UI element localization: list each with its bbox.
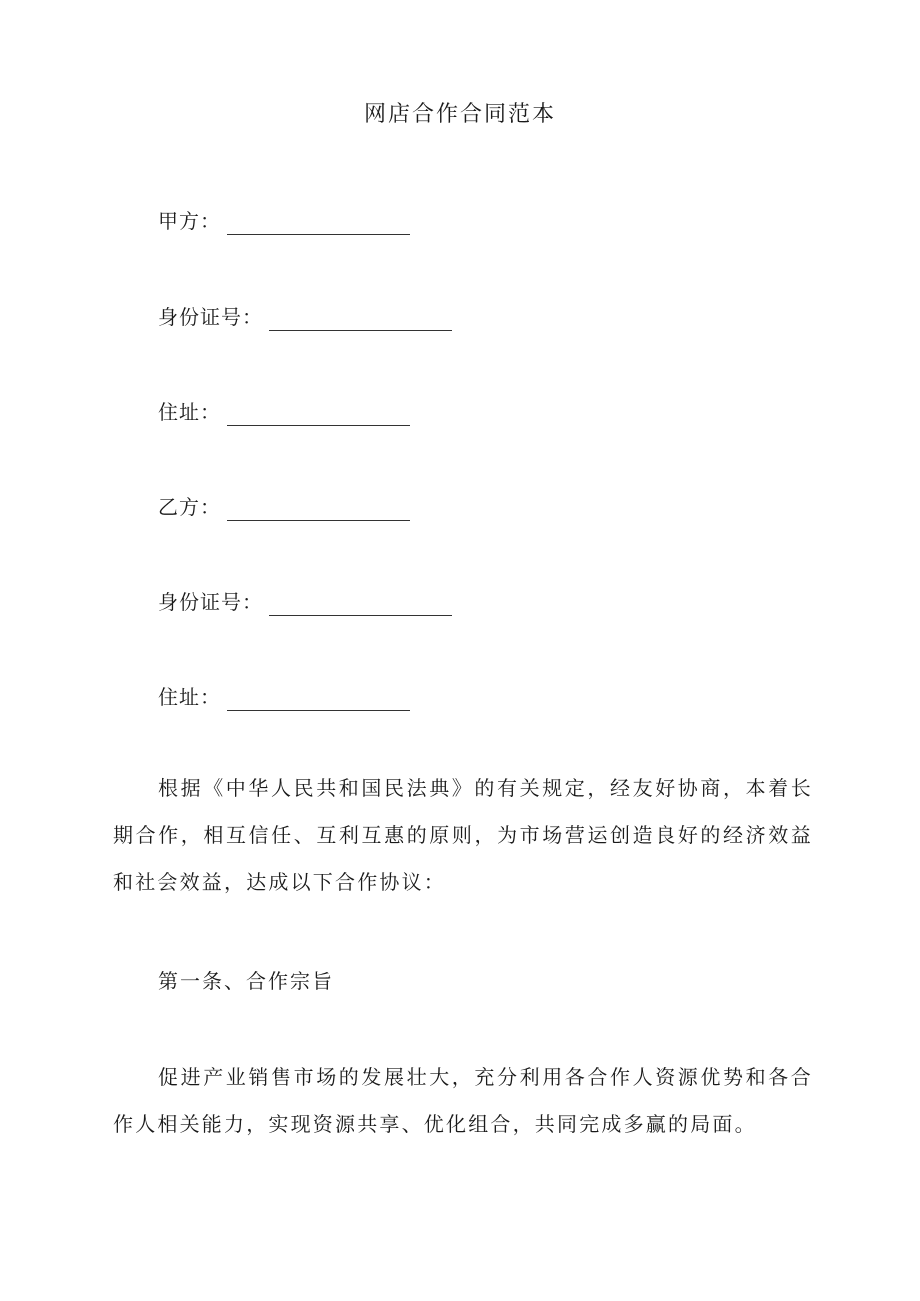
party-b-id-label: 身份证号： <box>158 590 263 614</box>
party-a-address-field <box>158 398 410 426</box>
party-a-label: 甲方： <box>158 209 221 233</box>
party-b-blank[interactable] <box>227 498 410 521</box>
party-b-id-blank[interactable] <box>269 593 452 616</box>
party-a-address-label: 住址： <box>158 400 221 424</box>
party-b-address-blank[interactable] <box>227 688 410 711</box>
party-a-id-label: 身份证号： <box>158 305 263 329</box>
document-title: 网店合作合同范本 <box>363 102 556 127</box>
article-1-body: 促进产业销售市场的发展壮大，充分利用各合作人资源优势和各合作人相关能力，实现资源共享、优化组合，共同完成多赢的局面。 <box>113 1065 813 1136</box>
party-a-id-field <box>158 303 452 331</box>
party-b-label: 乙方： <box>158 495 221 519</box>
party-b-id-field <box>158 588 452 616</box>
party-b-address-field <box>158 683 410 711</box>
party-a-id-blank[interactable] <box>269 308 452 331</box>
intro-paragraph: 根据《中华人民共和国民法典》的有关规定，经友好协商，本着长期合作，相互信任、互利互惠的原则，为市场营运创造良好的经济效益和社会效益，达成以下合作协议： <box>113 776 813 894</box>
party-a-address-blank[interactable] <box>227 403 410 426</box>
party-a-field <box>158 207 410 235</box>
party-b-field <box>158 493 410 521</box>
party-a-blank[interactable] <box>227 212 410 235</box>
article-1-heading: 第一条、合作宗旨 <box>158 969 334 993</box>
party-b-address-label: 住址： <box>158 685 221 709</box>
